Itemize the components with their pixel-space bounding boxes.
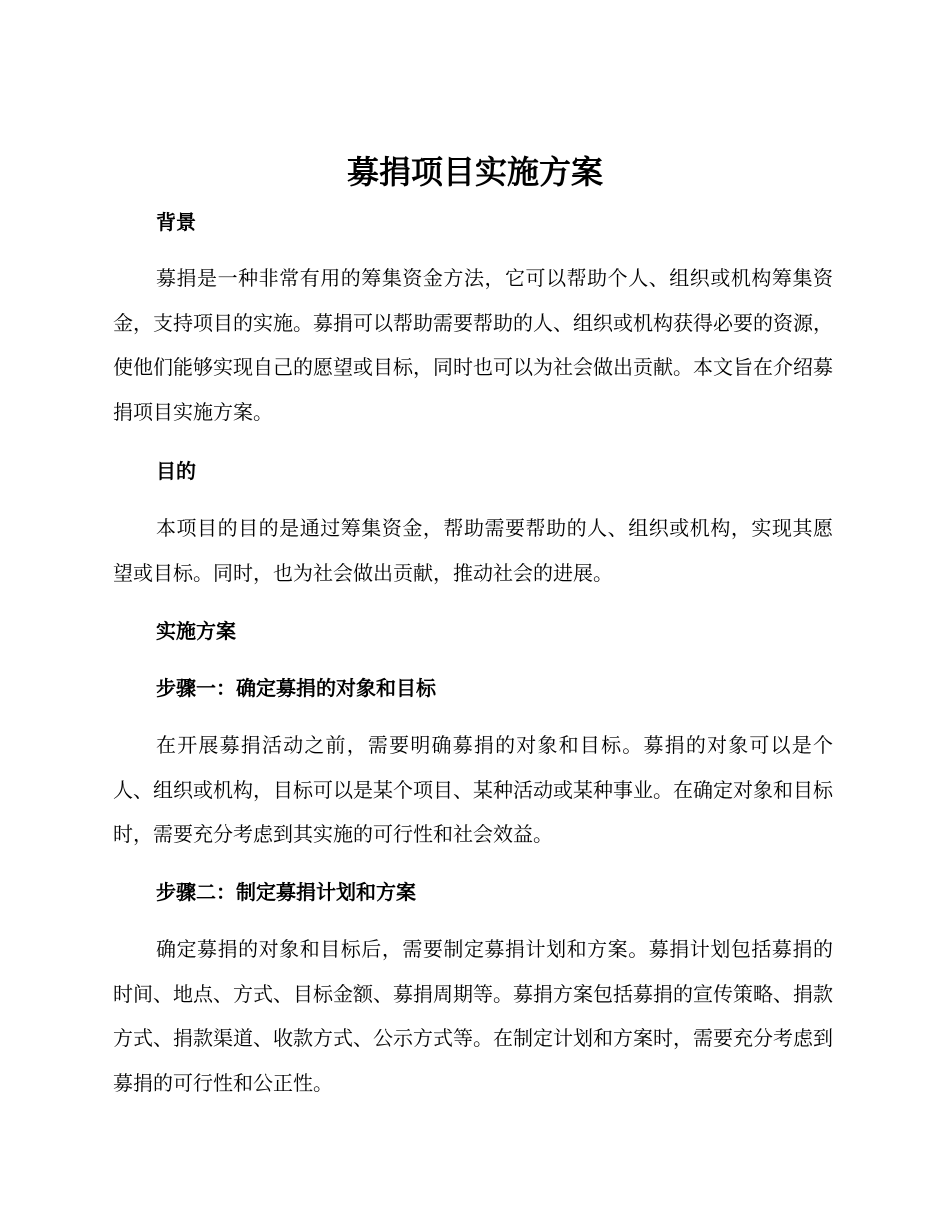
section-heading-background: 背景: [156, 210, 196, 234]
section-heading-step-two: 步骤二：制定募捐计划和方案: [156, 880, 416, 904]
section-heading-implementation: 实施方案: [156, 619, 236, 643]
document-title: 募捐项目实施方案: [346, 153, 603, 191]
section-heading-step-one: 步骤一：确定募捐的对象和目标: [156, 676, 436, 700]
section-paragraph-step-two: 确定募捐的对象和目标后，需要制定募捐计划和方案。募捐计划包括募捐的时间、地点、方式、目标金额、募捐周期等。募捐方案包括募捐的宣传策略、捐款方式、捐款渠道、收款方式、公示方式等。在制定计划和方案时，需要充分考虑到募捐的可行性和公正性。: [113, 937, 833, 1095]
section-heading-purpose: 目的: [156, 459, 196, 483]
section-paragraph-background: 募捐是一种非常有用的筹集资金方法，它可以帮助个人、组织或机构筹集资金，支持项目的实施。募捐可以帮助需要帮助的人、组织或机构获得必要的资源，使他们能够实现自己的愿望或目标，同时也可以为社会做出贡献。本文旨在介绍募捐项目实施方案。: [113, 266, 833, 424]
section-paragraph-step-one: 在开展募捐活动之前，需要明确募捐的对象和目标。募捐的对象可以是个人、组织或机构，目标可以是某个项目、某种活动或某种事业。在确定对象和目标时，需要充分考虑到其实施的可行性和社会效益。: [113, 733, 833, 846]
section-paragraph-purpose: 本项目的目的是通过筹集资金，帮助需要帮助的人、组织或机构，实现其愿望或目标。同时，也为社会做出贡献，推动社会的进展。: [113, 516, 833, 585]
